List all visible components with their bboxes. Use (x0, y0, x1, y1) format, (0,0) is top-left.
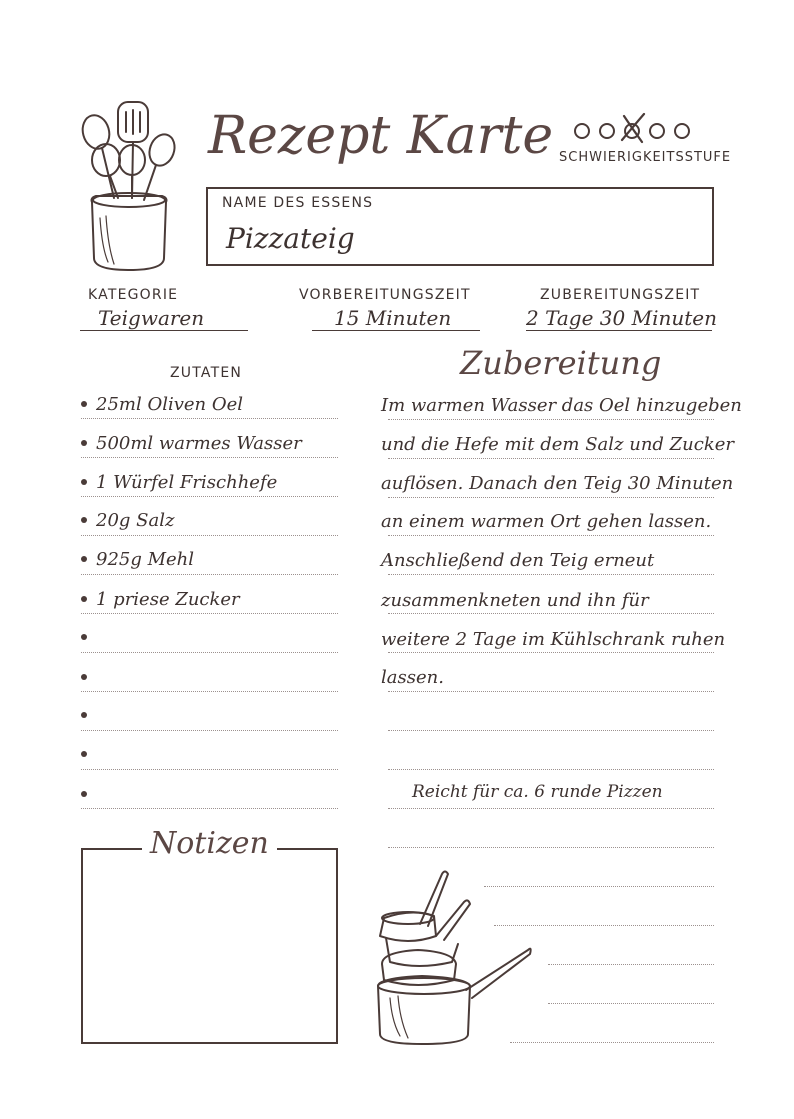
notes-box[interactable] (81, 848, 338, 1044)
pots-illustration-icon (372, 866, 538, 1048)
ingredient-line (81, 496, 338, 497)
preparation-rule (548, 964, 714, 965)
difficulty-circle-5[interactable] (674, 123, 690, 139)
preparation-line[interactable]: zusammenkneten und ihn für (381, 590, 649, 611)
preparation-line[interactable]: und die Hefe mit dem Salz und Zucker (381, 434, 735, 455)
ingredient-item[interactable]: 20g Salz (96, 510, 175, 531)
category-label: KATEGORIE (88, 287, 179, 303)
ingredient-line (81, 730, 338, 731)
preparation-line[interactable]: Im warmen Wasser das Oel hinzugeben (381, 395, 742, 416)
ingredient-bullet (81, 634, 87, 640)
difficulty-circle-2[interactable] (599, 123, 615, 139)
ingredient-bullet (81, 596, 87, 602)
ingredient-bullet (81, 517, 87, 523)
preparation-line[interactable]: weitere 2 Tage im Kühlschrank ruhen (381, 629, 726, 650)
ingredient-line (81, 691, 338, 692)
ingredient-item[interactable]: 1 Würfel Frischhefe (96, 472, 278, 493)
ingredient-line (81, 808, 338, 809)
preparation-rule (510, 1042, 714, 1043)
cook-time-underline (526, 330, 712, 331)
preparation-rule (388, 574, 714, 575)
page-title: Rezept Karte (208, 106, 554, 166)
kitchen-utensils-illustration-icon (74, 98, 184, 276)
preparation-line[interactable]: auflösen. Danach den Teig 30 Minuten (381, 473, 734, 494)
ingredient-bullet (81, 479, 87, 485)
ingredient-bullet (81, 556, 87, 562)
ingredient-line (81, 535, 338, 536)
preparation-rule (388, 458, 714, 459)
ingredient-bullet (81, 712, 87, 718)
preparation-rule (548, 1003, 714, 1004)
ingredient-bullet (81, 751, 87, 757)
preparation-note[interactable]: Reicht für ca. 6 runde Pizzen (412, 782, 663, 802)
ingredient-bullet (81, 401, 87, 407)
meal-name-value[interactable]: Pizzateig (226, 222, 355, 255)
ingredient-bullet (81, 440, 87, 446)
category-underline (80, 330, 248, 331)
cook-time-label: ZUBEREITUNGSZEIT (540, 287, 701, 303)
ingredient-line (81, 769, 338, 770)
preparation-rule (388, 613, 714, 614)
preparation-rule (388, 769, 714, 770)
difficulty-label: SCHWIERIGKEITSSTUFE (559, 150, 732, 165)
preparation-line[interactable]: an einem warmen Ort gehen lassen. (381, 511, 712, 532)
notes-heading: Notizen (142, 826, 277, 861)
preparation-rule (388, 535, 714, 536)
category-value[interactable]: Teigwaren (98, 306, 205, 330)
prep-time-underline (312, 330, 480, 331)
preparation-rule (388, 691, 714, 692)
prep-time-value[interactable]: 15 Minuten (334, 306, 452, 330)
difficulty-circle-1[interactable] (574, 123, 590, 139)
ingredient-line (81, 613, 338, 614)
difficulty-selected-x-icon (618, 110, 648, 146)
ingredients-heading: ZUTATEN (170, 365, 243, 381)
prep-time-label: VORBEREITUNGSZEIT (299, 287, 471, 303)
preparation-rule (388, 730, 714, 731)
ingredient-line (81, 574, 338, 575)
cook-time-value[interactable]: 2 Tage 30 Minuten (526, 306, 717, 330)
ingredient-line (81, 652, 338, 653)
preparation-rule (388, 808, 714, 809)
preparation-rule (388, 652, 714, 653)
ingredient-line (81, 457, 338, 458)
ingredient-item[interactable]: 25ml Oliven Oel (96, 394, 244, 415)
difficulty-circle-4[interactable] (649, 123, 665, 139)
preparation-rule (388, 419, 714, 420)
ingredient-item[interactable]: 500ml warmes Wasser (96, 433, 302, 454)
preparation-line[interactable]: Anschließend den Teig erneut (381, 550, 655, 571)
preparation-rule (388, 847, 714, 848)
ingredient-bullet (81, 791, 87, 797)
preparation-rule (388, 497, 714, 498)
ingredient-line (81, 418, 338, 419)
ingredient-bullet (81, 674, 87, 680)
preparation-line[interactable]: lassen. (381, 667, 444, 688)
ingredient-item[interactable]: 1 priese Zucker (96, 589, 240, 610)
preparation-heading: Zubereitung (460, 344, 662, 382)
ingredient-item[interactable]: 925g Mehl (96, 549, 195, 570)
meal-name-label: NAME DES ESSENS (222, 195, 374, 211)
